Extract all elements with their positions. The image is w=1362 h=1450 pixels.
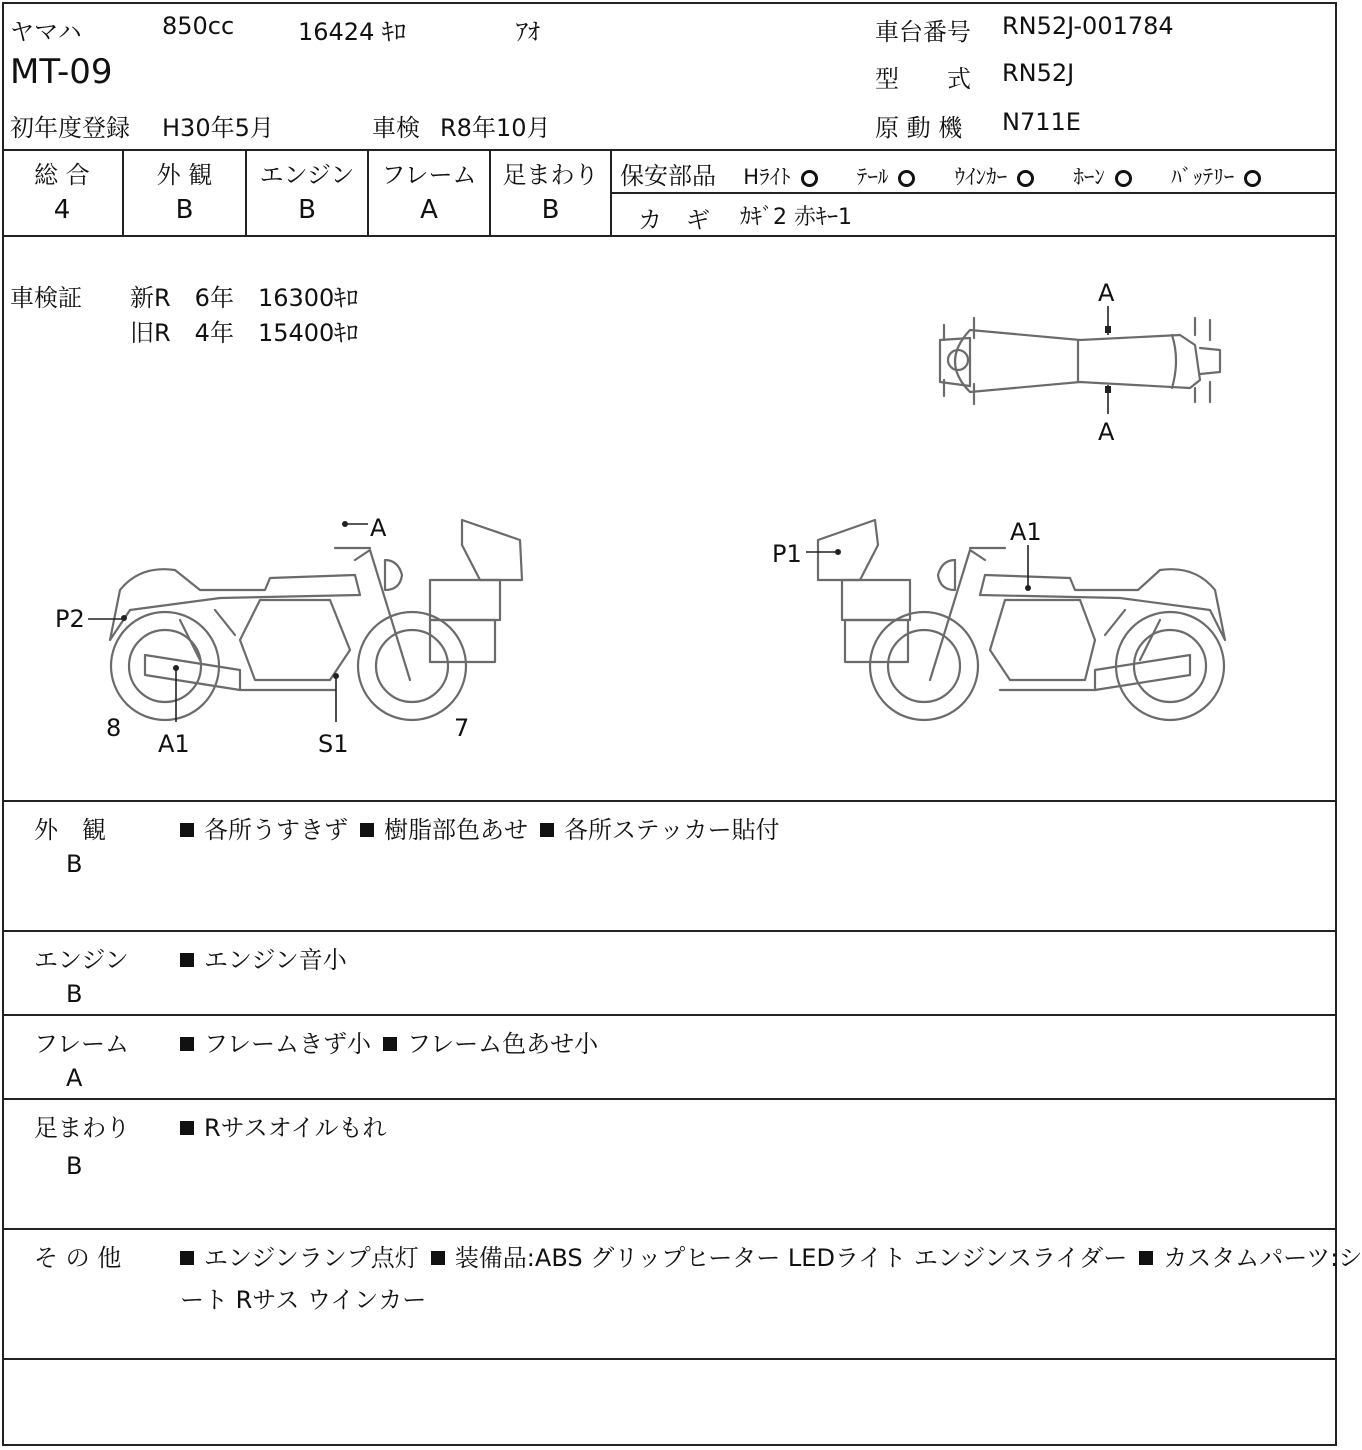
safety-tail: ﾃｰﾙ xyxy=(856,165,889,189)
certificate-new: 新R 6年 16300ｷﾛ xyxy=(130,284,359,312)
note-frame-grade: A xyxy=(66,1064,83,1092)
notes-bottom-line xyxy=(2,1358,1337,1360)
key-value: ｶｷﾞ2 赤ｷｰ1 xyxy=(740,205,852,230)
note-engine-label: エンジン xyxy=(34,946,129,974)
grade-overall-value: 4 xyxy=(53,195,71,225)
safety-battery: ﾊﾞｯﾃﾘｰ xyxy=(1171,165,1235,189)
safety-horn: ﾎｰﾝ xyxy=(1073,165,1105,189)
grade-exterior-value: B xyxy=(175,195,194,225)
safety-parts-label: 保安部品 xyxy=(620,162,716,190)
safety-winker: ｳｲﾝｶｰ xyxy=(954,165,1008,189)
key-label: カ ギ xyxy=(638,206,710,234)
certificate-label: 車検証 xyxy=(10,284,82,312)
type-value: RN52J xyxy=(1002,59,1075,87)
displacement: 850cc xyxy=(162,12,235,40)
mark-top-back: A xyxy=(1098,418,1115,446)
grade-overall-label: 総 合 xyxy=(34,161,90,189)
mark-left-exhaust: A1 xyxy=(158,730,190,758)
grade-engine-label: エンジン xyxy=(259,161,355,189)
grade-exterior-label: 外 観 xyxy=(156,161,213,189)
mark-left-rear: P2 xyxy=(55,605,85,633)
mark-left-number-rear: 8 xyxy=(106,714,122,742)
note-frame-label: フレーム xyxy=(34,1030,130,1058)
grade-suspension-value: B xyxy=(541,195,560,225)
note-frame-items: フレームきず小 フレーム色あせ小 xyxy=(180,1024,610,1059)
notes-top-line xyxy=(2,800,1337,802)
grade-suspension-label: 足まわり xyxy=(502,161,599,189)
note-other-items: エンジンランプ点灯 装備品:ABS グリップヒーター LEDライト エンジンスライダー カスタムパーツ:シ xyxy=(180,1238,1362,1273)
ok-circle-icon xyxy=(801,170,818,187)
note-other-label: そ の 他 xyxy=(34,1244,122,1272)
notes-divider xyxy=(2,1228,1337,1230)
mark-top-front: A xyxy=(1098,279,1115,307)
left-side-bike xyxy=(88,520,522,722)
note-suspension-label: 足まわり xyxy=(34,1114,130,1142)
type-label: 型 式 xyxy=(875,65,971,93)
ok-circle-icon xyxy=(1115,170,1132,187)
inspection-label: 車検 xyxy=(372,114,420,142)
mark-left-number-front: 7 xyxy=(454,714,470,742)
ok-circle-icon xyxy=(1017,170,1034,187)
mark-right-tank: A1 xyxy=(1010,518,1042,546)
notes-divider xyxy=(2,1098,1337,1100)
safety-mid-line xyxy=(610,192,1337,194)
mark-left-engine: S1 xyxy=(318,730,349,758)
grade-frame-label: フレーム xyxy=(381,161,477,189)
ok-circle-icon xyxy=(1244,170,1261,187)
notes-divider xyxy=(2,1014,1337,1016)
note-suspension-grade: B xyxy=(66,1152,83,1180)
engine-value: N711E xyxy=(1002,108,1081,136)
mark-left-handle: A xyxy=(370,514,387,542)
motorcycle-diagram xyxy=(0,240,1341,800)
frame-no-value: RN52J-001784 xyxy=(1002,12,1174,40)
first-registration-label: 初年度登録 xyxy=(10,114,130,142)
grade-engine-value: B xyxy=(298,195,316,225)
notes-divider xyxy=(2,930,1337,932)
note-exterior-label: 外 観 xyxy=(34,816,106,844)
grade-bottom-line xyxy=(2,235,1337,237)
grade-frame-value: A xyxy=(420,195,438,225)
note-engine-items: エンジン音小 xyxy=(180,940,359,975)
top-view-bike xyxy=(940,306,1220,414)
engine-label: 原 動 機 xyxy=(875,114,963,142)
model-name: MT-09 xyxy=(10,52,113,92)
first-registration-value: H30年5月 xyxy=(162,114,274,142)
frame-no-label: 車台番号 xyxy=(875,18,971,46)
safety-headlight: Hﾗｲﾄ xyxy=(743,165,791,189)
note-exterior-grade: B xyxy=(66,850,83,878)
note-engine-grade: B xyxy=(66,980,83,1008)
mark-right-case: P1 xyxy=(772,540,802,568)
certificate-old: 旧R 4年 15400ｷﾛ xyxy=(130,319,359,347)
color: ｱｵ xyxy=(516,18,540,46)
note-other-continuation: ート Rサス ウインカー xyxy=(180,1286,427,1314)
note-exterior-items: 各所うすきず 樹脂部色あせ 各所ステッカー貼付 xyxy=(180,810,792,845)
maker: ヤマハ xyxy=(10,18,82,46)
note-suspension-items: Rサスオイルもれ xyxy=(180,1108,399,1143)
right-side-bike xyxy=(806,520,1225,720)
safety-parts-row xyxy=(620,156,1261,191)
mileage: 16424 ｷﾛ xyxy=(298,18,406,46)
grade-top-line xyxy=(2,149,1337,151)
ok-circle-icon xyxy=(898,170,915,187)
inspection-value: R8年10月 xyxy=(440,114,551,142)
